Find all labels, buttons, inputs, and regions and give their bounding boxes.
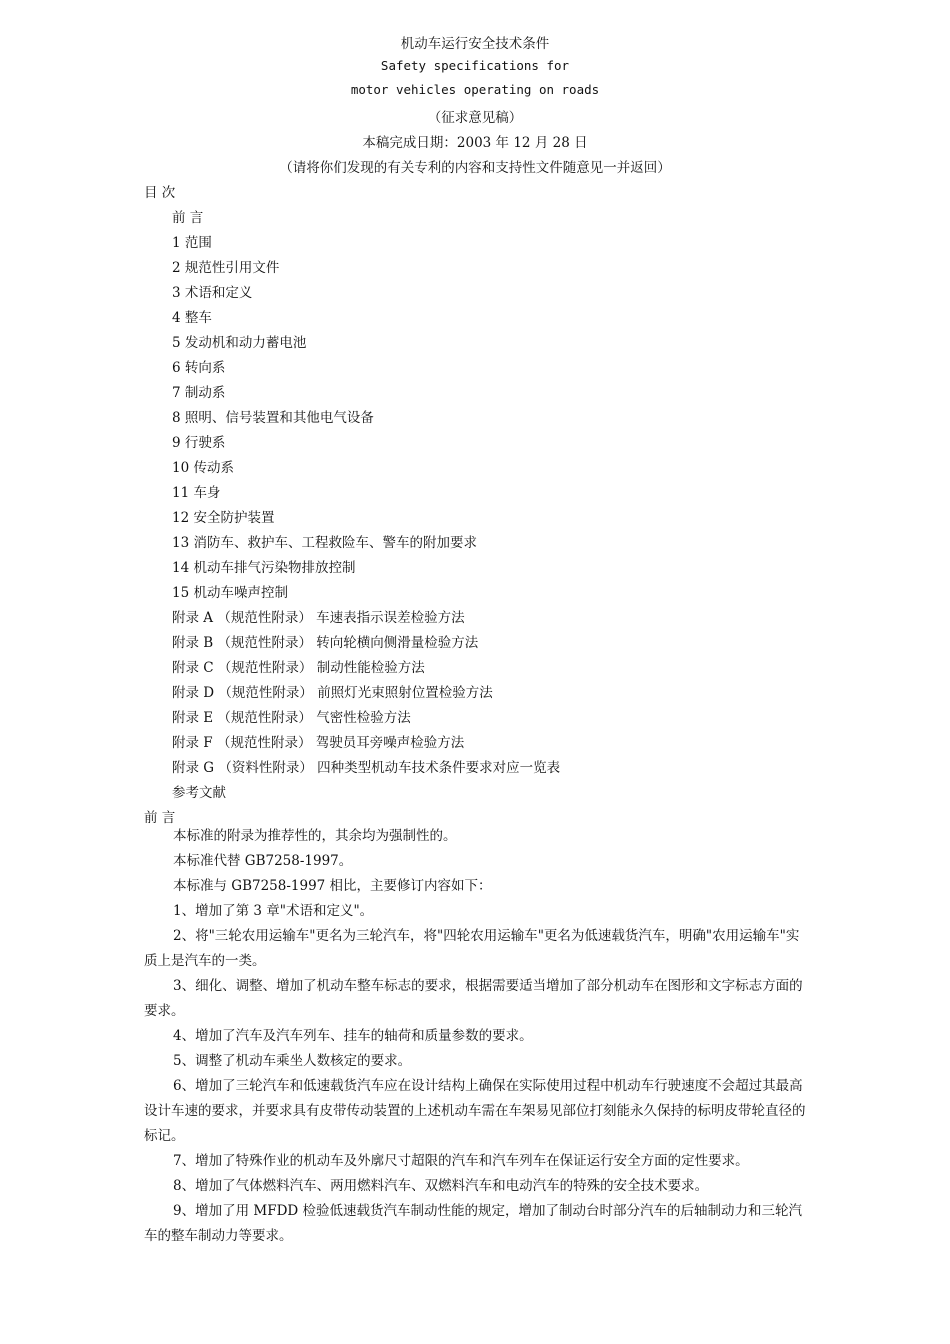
toc-item: 附录 D （规范性附录） 前照灯光束照射位置检验方法 xyxy=(172,685,493,701)
toc-item: 7 制动系 xyxy=(172,385,226,401)
title-en-line1: Safety specifications for xyxy=(380,58,570,73)
title-en-line2: motor vehicles operating on roads xyxy=(350,82,600,97)
toc-item: 1 范围 xyxy=(172,235,212,251)
toc-item: 附录 A （规范性附录） 车速表指示误差检验方法 xyxy=(172,610,465,626)
toc-item: 8 照明、信号装置和其他电气设备 xyxy=(172,410,374,426)
toc-item: 14 机动车排气污染物排放控制 xyxy=(172,560,356,576)
completion-date: 本稿完成日期：2003 年 12 月 28 日 xyxy=(362,135,588,151)
toc-item: 10 传动系 xyxy=(172,460,234,476)
foreword-paragraph: 本标准代替 GB7258-1997。 xyxy=(173,853,353,869)
toc-item: 5 发动机和动力蓄电池 xyxy=(172,335,307,351)
foreword-paragraph: 4、增加了汽车及汽车列车、挂车的轴荷和质量参数的要求。 xyxy=(173,1028,533,1044)
foreword-heading: 前 言 xyxy=(144,810,176,826)
foreword-paragraph: 本标准与 GB7258-1997 相比，主要修订内容如下： xyxy=(173,878,492,894)
toc-item: 6 转向系 xyxy=(172,360,226,376)
toc-item: 3 术语和定义 xyxy=(172,285,253,301)
toc-item: 前 言 xyxy=(172,210,204,226)
toc-heading: 目 次 xyxy=(144,185,176,201)
foreword-paragraph: 3、细化、调整、增加了机动车整车标志的要求，根据需要适当增加了部分机动车在图形和文字标志方面的要求。 xyxy=(144,978,803,1019)
foreword-paragraph: 1、增加了第 3 章"术语和定义"。 xyxy=(173,903,374,919)
foreword-paragraph: 6、增加了三轮汽车和低速载货汽车应在设计结构上确保在实际使用过程中机动车行驶速度不会超过其最高设计车速的要求，并要求具有皮带传动装置的上述机动车需在车架易见部位打刻能永久保持的标明皮带轮直径的标记。 xyxy=(144,1078,806,1144)
foreword-paragraph: 2、将"三轮农用运输车"更名为三轮汽车，将"四轮农用运输车"更名为低速载货汽车，明确"农用运输车"实质上是汽车的一类。 xyxy=(144,928,800,969)
toc-item: 附录 F （规范性附录） 驾驶员耳旁噪声检验方法 xyxy=(172,735,465,751)
toc-item: 附录 B （规范性附录） 转向轮横向侧滑量检验方法 xyxy=(172,635,479,651)
toc-item: 4 整车 xyxy=(172,310,212,326)
foreword-paragraph: 8、增加了气体燃料汽车、两用燃料汽车、双燃料汽车和电动汽车的特殊的安全技术要求。 xyxy=(173,1178,709,1194)
toc-item: 附录 G （资料性附录） 四种类型机动车技术条件要求对应一览表 xyxy=(172,760,561,776)
toc-item: 附录 E （规范性附录） 气密性检验方法 xyxy=(172,710,411,726)
toc-item: 9 行驶系 xyxy=(172,435,226,451)
foreword-paragraph: 5、调整了机动车乘坐人数核定的要求。 xyxy=(173,1053,412,1069)
foreword-paragraph: 本标准的附录为推荐性的，其余均为强制性的。 xyxy=(173,828,457,844)
foreword-paragraph: 9、增加了用 MFDD 检验低速载货汽车制动性能的规定，增加了制动台时部分汽车的后轴制动力和三轮汽车的整车制动力等要求。 xyxy=(144,1203,803,1244)
toc-item: 12 安全防护装置 xyxy=(172,510,275,526)
toc-item: 15 机动车噪声控制 xyxy=(172,585,288,601)
title-cn: 机动车运行安全技术条件 xyxy=(400,36,550,52)
toc-item: 13 消防车、救护车、工程救险车、警车的附加要求 xyxy=(172,535,477,551)
patent-note: （请将你们发现的有关专利的内容和支持性文件随意见一并返回） xyxy=(279,160,671,176)
draft-note: （征求意见稿） xyxy=(427,110,523,126)
toc-item: 参考文献 xyxy=(172,785,226,801)
toc-item: 附录 C （规范性附录） 制动性能检验方法 xyxy=(172,660,425,676)
toc-item: 2 规范性引用文件 xyxy=(172,260,280,276)
foreword-paragraph: 7、增加了特殊作业的机动车及外廓尺寸超限的汽车和汽车列车在保证运行安全方面的定性要求。 xyxy=(173,1153,749,1169)
toc-item: 11 车身 xyxy=(172,485,221,501)
